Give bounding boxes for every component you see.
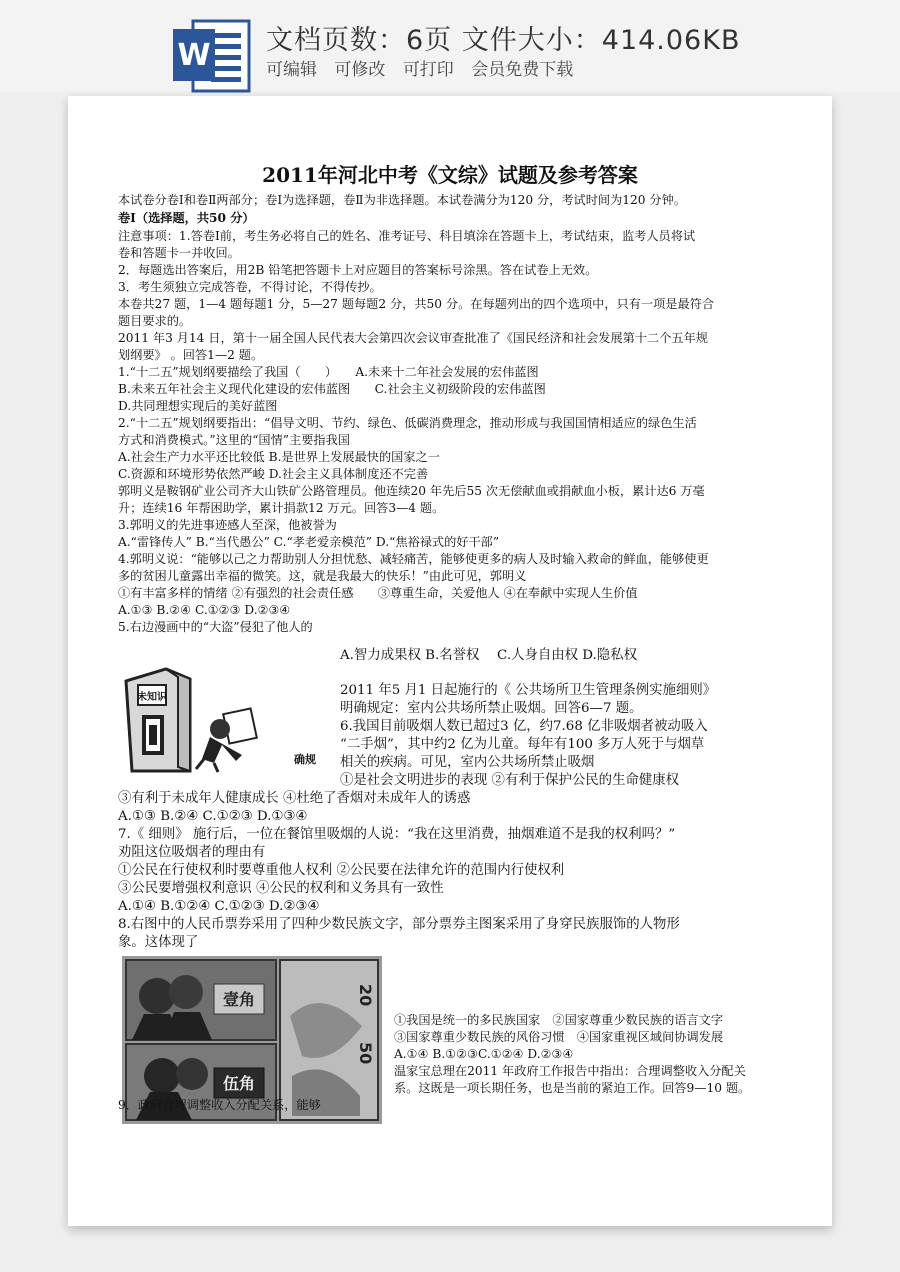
svg-text:W: W — [177, 38, 211, 73]
question-line: 3.郭明义的先进事迹感人至深，他被誉为 — [118, 518, 337, 532]
text-line: 温家宝总理在2011 年政府工作报告中指出：合理调整收入分配关 — [394, 1064, 746, 1078]
text-line: 明确规定：室内公共场所禁止吸烟。回答6—7 题。 — [340, 701, 643, 716]
option-line: A.①③ B.②④ C.①②③ D.①③④ — [118, 809, 308, 824]
text-line: 划纲要》 。回答1—2 题。 — [118, 348, 264, 362]
question-line: 6.我国目前吸烟人数已超过3 亿，约7.68 亿非吸烟者被动吸入 — [340, 719, 708, 734]
document-page — [68, 96, 832, 1226]
word-document-icon — [171, 17, 251, 93]
text-line: 本卷共27 题，1—4 题每题1 分，5—27 题每题2 分，共50 分。在每题列出的四个选项中，只有一项是最符合 — [118, 297, 715, 311]
option-line: A.“雷锋传人” B.“当代愚公” C.“孝老爱亲模范” D.“焦裕禄式的好干部” — [118, 535, 500, 549]
printable-link[interactable]: 可打印 — [402, 60, 454, 80]
option-line: ③有利于未成年人健康成长 ④杜绝了香烟对未成年人的诱惑 — [118, 791, 471, 806]
banknote-value-bottom: 伍角 — [222, 1074, 256, 1093]
question-line: 1.“十二五”规划纲要描绘了我国（ ） A.未来十二年社会发展的宏伟蓝图 — [118, 365, 539, 379]
text-line: 劝阻这位吸烟者的理由有 — [118, 845, 266, 860]
text-line: 2011 年5 月1 日起施行的《 公共场所卫生管理条例实施细则》 — [340, 683, 717, 698]
text-line: 郭明义是鞍钢矿业公司齐大山铁矿公路管理员。他连续20 年先后55 次无偿献血或捐献血小板，累计达6 万毫 — [118, 484, 705, 498]
text-line: 多的贫困儿童露出幸福的微笑。这，就是我最大的快乐！”由此可见，郭明义 — [118, 569, 527, 583]
text-line: 本试卷分卷Ⅰ和卷Ⅱ两部分；卷Ⅰ为选择题，卷Ⅱ为非选择题。本试卷满分为120 分，考试时间为120 分钟。 — [118, 193, 686, 207]
feature-links — [266, 55, 585, 80]
option-line: ①公民在行使权利时要尊重他人权利 ②公民要在法律允许的范围内行使权利 — [118, 863, 565, 878]
text-line: 3．考生须独立完成答卷，不得讨论，不得传抄。 — [118, 280, 382, 294]
option-line: A.智力成果权 B.名誉权 C.人身自由权 D.隐私权 — [340, 648, 637, 663]
option-line: B.未来五年社会主义现代化建设的宏伟蓝图 C.社会主义初级阶段的宏伟蓝图 — [118, 382, 546, 396]
text-line: 象。这体现了 — [118, 935, 199, 950]
option-line: A.①③ B.②④ C.①②③ D.②③④ — [118, 603, 291, 617]
option-line: A.①④ B.①②④ C.①②③ D.②③④ — [118, 899, 320, 914]
text-line: 系。这既是一项长期任务，也是当前的紧迫工作。回答9—10 题。 — [394, 1081, 751, 1095]
text-line: 注意事项：1.答卷Ⅰ前，考生务必将自己的姓名、准考证号、科目填涂在答题卡上，考试结束，监考人员将试 — [118, 229, 696, 243]
option-line: D.共同理想实现后的美好蓝图 — [118, 399, 278, 413]
document-title: 2011年河北中考《文综》试题及参考答案 — [262, 163, 638, 187]
text-line: 卷和答题卡一并收回。 — [118, 246, 240, 260]
text-line: 2011 年3 月14 日，第十一届全国人民代表大会第四次会议审查批准了《国民经济和社会发展第十二个五年规 — [118, 331, 708, 345]
text-line: 相关的疾病。可见，室内公共场所禁止吸烟 — [340, 755, 595, 770]
text-line: 方式和消费模式。”这里的“国情”主要指我国 — [118, 433, 350, 447]
file-info-title: 文档页数：6页 文件大小：414.06KB — [266, 25, 741, 56]
book-label: 未知识 — [137, 692, 167, 703]
question-line: 7.《 细则》 施行后，一位在餐馆里吸烟的人说：“我在这里消费，抽烟难道不是我的权利吗？” — [118, 827, 676, 842]
option-line: C.资源和环境形势依然严峻 D.社会主义具体制度还不完善 — [118, 467, 429, 481]
question-line: 2.“十二五”规划纲要指出：“倡导文明、节约、绿色、低碳消费理念，推动形成与我国国情相适应的绿色生活 — [118, 416, 697, 430]
question-line: 8.右图中的人民币票券采用了四种少数民族文字，部分票券主图案采用了身穿民族服饰的人物形 — [118, 917, 680, 932]
text-line: 题目要求的。 — [118, 314, 192, 328]
cartoon-image — [118, 659, 328, 774]
section-heading: 卷Ⅰ（选择题，共50 分） — [118, 211, 255, 225]
option-line: ①是社会文明进步的表现 ②有利于保护公民的生命健康权 — [340, 773, 680, 788]
option-line: ③国家尊重少数民族的风俗习惯 ④国家重视区域间协调发展 — [394, 1030, 724, 1044]
option-line: ③公民要增强权利意识 ④公民的权利和义务具有一致性 — [118, 881, 444, 896]
text-line: 升；连续16 年帮困助学，累计捐款12 万元。回答3—4 题。 — [118, 501, 445, 515]
question-line: 9．政府合理调整收入分配关系，能够 — [118, 1098, 321, 1112]
download-banner — [0, 0, 900, 92]
option-line: ①我国是统一的多民族国家 ②国家尊重少数民族的语言文字 — [394, 1013, 724, 1027]
cartoon-signature: 确规 — [294, 753, 316, 766]
member-download-link[interactable]: 会员免费下载 — [471, 60, 574, 80]
option-line: ①有丰富多样的情绪 ②有强烈的社会责任感 ③尊重生命，关爱他人 ④在奉献中实现人生价值 — [118, 586, 638, 600]
modifiable-link[interactable]: 可修改 — [334, 60, 386, 80]
question-line: 5.右边漫画中的“大盗”侵犯了他人的 — [118, 620, 313, 634]
option-line: A.①④ B.①②③C.①②④ D.②③④ — [394, 1047, 574, 1061]
editable-link[interactable]: 可编辑 — [266, 60, 317, 80]
banknote-number: 50 — [356, 1042, 375, 1065]
text-line: “二手烟”，其中约2 亿为儿童。每年有100 多万人死于与烟草 — [340, 737, 705, 752]
banknote-value-top: 壹角 — [222, 990, 256, 1009]
question-line: 4.郭明义说：“能够以己之力帮助别人分担忧愁、减轻痛苦，能够使更多的病人及时输入救命的鲜血，能够使更 — [118, 552, 709, 566]
banknote-number: 20 — [356, 984, 375, 1007]
text-line: 2．每题选出答案后，用2B 铅笔把答题卡上对应题目的答案标号涂黑。答在试卷上无效。 — [118, 263, 598, 277]
option-line: A.社会生产力水平还比较低 B.是世界上发展最快的国家之一 — [118, 450, 440, 464]
